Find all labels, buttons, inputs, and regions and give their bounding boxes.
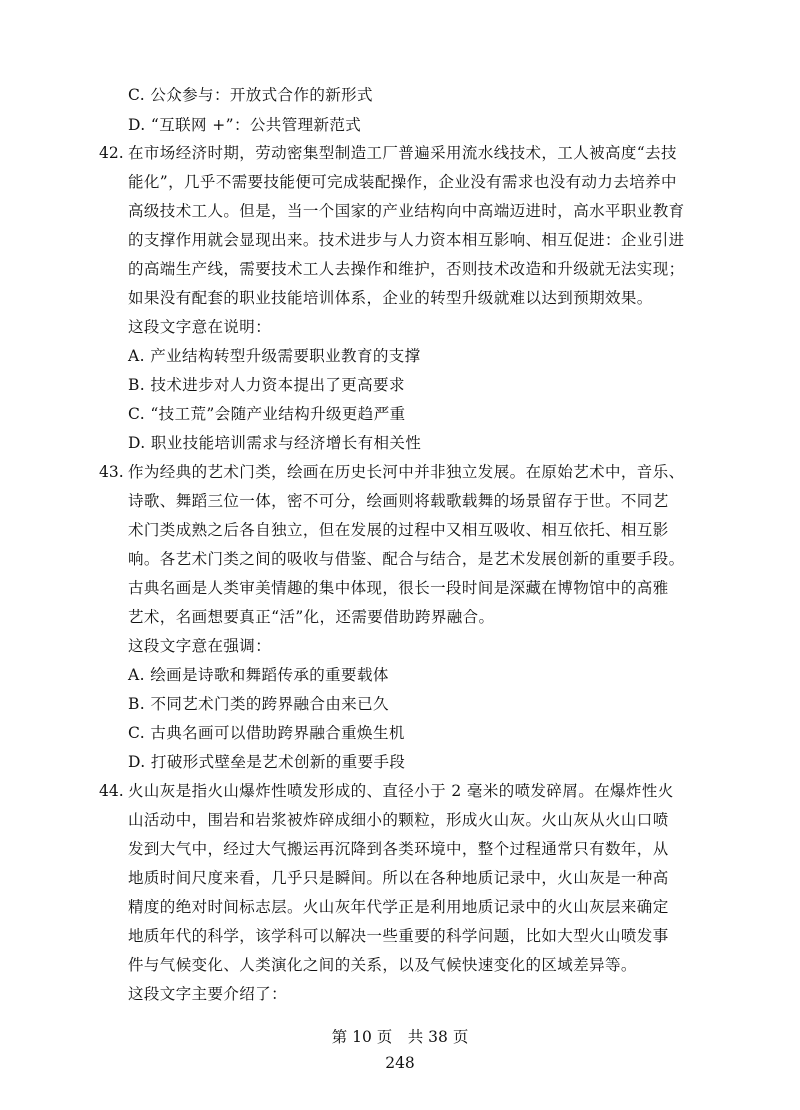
q42-option-d: D. 职业技能培训需求与经济增长有相关性 bbox=[128, 434, 422, 452]
q43-passage-line: 艺术，名画想要真正“活”化，还需要借助跨界融合。 bbox=[128, 608, 495, 626]
q44-passage-line: 精度的绝对时间标志层。火山灰年代学正是利用地质记录中的火山灰层来确定 bbox=[128, 898, 669, 916]
q42-option-c: C. “技工荒”会随产业结构升级更趋严重 bbox=[128, 405, 406, 423]
q43-passage-line: 作为经典的艺术门类，绘画在历史长河中并非独立发展。在原始艺术中，音乐、 bbox=[128, 463, 685, 481]
page-indicator: 第 10 页 共 38 页 bbox=[331, 1028, 469, 1046]
q43-option-d: D. 打破形式壁垒是艺术创新的重要手段 bbox=[128, 753, 406, 771]
q42-passage-line: 的高端生产线，需要技术工人去操作和维护，否则技术改造和升级就无法实现； bbox=[128, 260, 685, 278]
q44-passage-line: 地质年代的科学，该学科可以解决一些重要的科学问题，比如大型火山喷发事 bbox=[128, 927, 669, 945]
q43-number: 43. bbox=[99, 463, 124, 481]
q42-option-b: B. 技术进步对人力资本提出了更高要求 bbox=[128, 376, 405, 394]
page-number: 248 bbox=[385, 1054, 415, 1072]
q42-passage-line: 如果没有配套的职业技能培训体系，企业的转型升级就难以达到预期效果。 bbox=[128, 289, 653, 307]
q44-passage-line: 地质时间尺度来看，几乎只是瞬间。所以在各种地质记录中，火山灰是一种高 bbox=[128, 869, 669, 887]
q43-passage-line: 古典名画是人类审美情趣的集中体现，很长一段时间是深藏在博物馆中的高雅 bbox=[128, 579, 669, 597]
q43-passage-line: 响。各艺术门类之间的吸收与借鉴、配合与结合，是艺术发展创新的重要手段。 bbox=[128, 550, 685, 568]
q42-option-a: A. 产业结构转型升级需要职业教育的支撑 bbox=[128, 347, 421, 365]
q42-passage-line: 高级技术工人。但是，当一个国家的产业结构向中高端迈进时，高水平职业教育 bbox=[128, 202, 685, 220]
q42-passage-line: 的支撑作用就会显现出来。技术进步与人力资本相互影响、相互促进：企业引进 bbox=[128, 231, 685, 249]
q44-prompt: 这段文字主要介绍了： bbox=[128, 985, 288, 1003]
q44-number: 44. bbox=[99, 782, 124, 800]
q43-option-c: C. 古典名画可以借助跨界融合重焕生机 bbox=[128, 724, 405, 742]
q43-option-b: B. 不同艺术门类的跨界融合由来已久 bbox=[128, 695, 389, 713]
q43-option-a: A. 绘画是诗歌和舞蹈传承的重要载体 bbox=[128, 666, 389, 684]
q42-number: 42. bbox=[99, 144, 124, 162]
q44-passage-line: 件与气候变化、人类演化之间的关系，以及气候快速变化的区域差异等。 bbox=[128, 956, 637, 974]
q44-passage-line: 火山灰是指火山爆炸性喷发形成的、直径小于 2 毫米的喷发碎屑。在爆炸性火 bbox=[128, 782, 674, 800]
q41-option-c: C. 公众参与：开放式合作的新形式 bbox=[128, 86, 373, 104]
q44-passage-line: 山活动中，围岩和岩浆被炸碎成细小的颗粒，形成火山灰。火山灰从火山口喷 bbox=[128, 811, 669, 829]
q43-passage-line: 诗歌、舞蹈三位一体，密不可分，绘画则将载歌载舞的场景留存于世。不同艺 bbox=[128, 492, 669, 510]
q43-prompt: 这段文字意在强调： bbox=[128, 637, 272, 655]
q43-passage-line: 术门类成熟之后各自独立，但在发展的过程中又相互吸收、相互依托、相互影 bbox=[128, 521, 669, 539]
q42-passage-line: 在市场经济时期，劳动密集型制造工厂普遍采用流水线技术，工人被高度“去技 bbox=[128, 144, 677, 162]
q42-prompt: 这段文字意在说明： bbox=[128, 318, 272, 336]
q44-passage-line: 发到大气中，经过大气搬运再沉降到各类环境中，整个过程通常只有数年，从 bbox=[128, 840, 669, 858]
q42-passage-line: 能化”，几乎不需要技能便可完成装配操作，企业没有需求也没有动力去培养中 bbox=[128, 173, 677, 191]
q41-option-d: D. “互联网 +”：公共管理新范式 bbox=[128, 116, 362, 134]
